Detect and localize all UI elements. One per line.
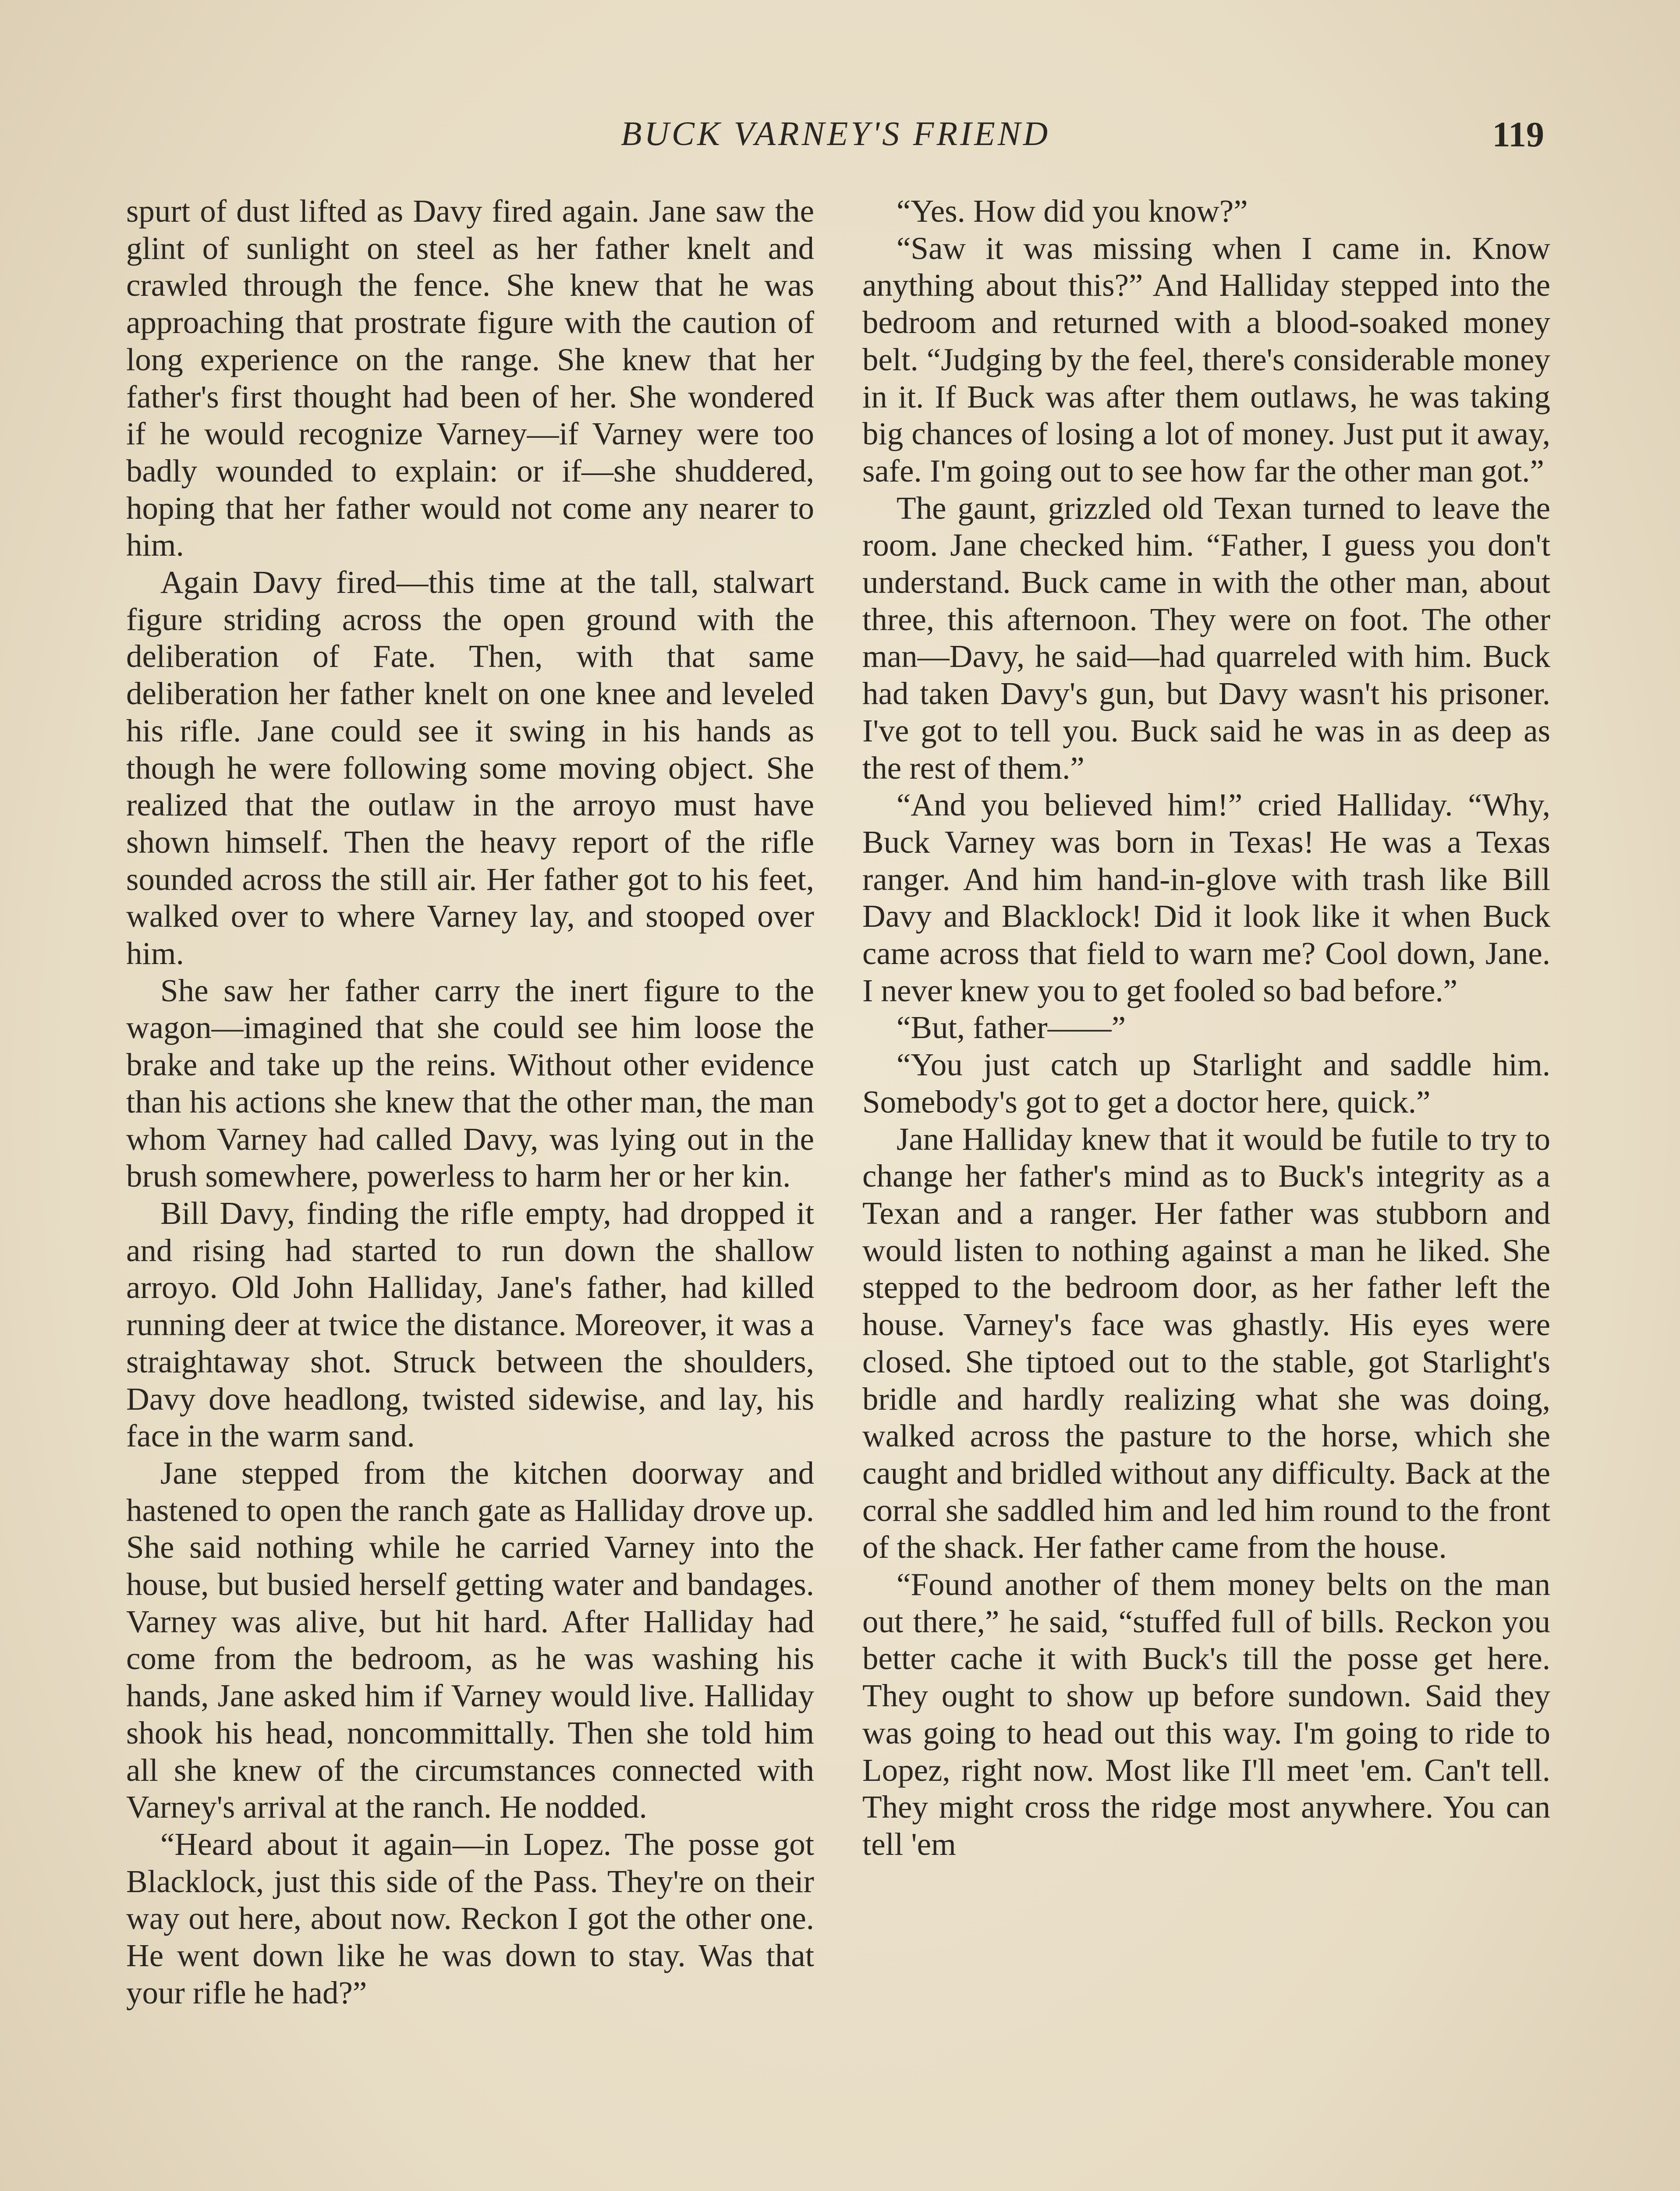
left-column — [126, 193, 814, 2191]
page-header — [127, 114, 1544, 167]
running-title: BUCK VARNEY'S FRIEND — [620, 114, 1051, 152]
paragraph: “You just catch up Starlight and saddle him. Somebody's got to get a doctor here, quick.” — [862, 1047, 1550, 1120]
paragraph: She saw her father carry the inert figure to the wagon—imagined that she could see him loose the brake and take up the reins. Without other evidence than his actions she knew that the other man, the man whom Varney had called Davy, was lying out in the brush somewhere, powerless to harm her or her kin. — [126, 972, 814, 1194]
paragraph: spurt of dust lifted as Davy fired again. Jane saw the glint of sunlight on steel as her father knelt and crawled through the fence. She knew that he was approaching that prostrate figure with the caution of long experience on the range. She knew that her father's first thought had been of her. She wondered if he would recognize Varney—if Varney were too badly wounded to explain: or if—she shuddered, hoping that her father would not come any nearer to him. — [126, 193, 814, 563]
paragraph: Jane Halliday knew that it would be futile to try to change her father's mind as to Buck's integrity as a Texan and a ranger. Her father was stubborn and would listen to nothing against a man he liked. She stepped to the bedroom door, as her father left the house. Varney's face was ghastly. His eyes were closed. She tiptoed out to the stable, got Starlight's bridle and hardly realizing what she was doing, walked across the pasture to the horse, which she caught and bridled without any difficulty. Back at the corral she saddled him and led him round to the front of the shack. Her father came from the house. — [862, 1121, 1550, 1565]
paragraph: Bill Davy, finding the rifle empty, had dropped it and rising had started to run down the shallow arroyo. Old John Halliday, Jane's father, had killed running deer at twice the distance. Moreover, it was a straightaway shot. Struck between the shoulders, Davy dove headlong, twisted sidewise, and lay, his face in the warm sand. — [126, 1195, 814, 1454]
paragraph: “Yes. How did you know?” — [897, 193, 1248, 229]
paragraph: Again Davy fired—this time at the tall, stalwart figure striding across the open ground with the deliberation of Fate. Then, with that same deliberation her father knelt on one knee and leveled his rifle. Jane could see it swing in his hands as though he were following some moving object. She realized that the outlaw in the arroyo must have shown himself. Then the heavy report of the rifle sounded across the still air. Her father got to his feet, walked over to where Varney lay, and stooped over him. — [126, 564, 814, 971]
paragraph: “Saw it was missing when I came in. Know anything about this?” And Halliday stepped into the bedroom and returned with a blood-soaked money belt. “Judging by the feel, there's considerable money in it. If Buck was after them outlaws, he was taking big chances of losing a lot of money. Just put it away, safe. I'm going out to see how far the other man got.” — [862, 230, 1550, 489]
paragraph: “And you believed him!” cried Halliday. “Why, Buck Varney was born in Texas! He was a Texas ranger. And him hand-in-glove with trash like Bill Davy and Blacklock! Did it look like it when Buck came across that field to warn me? Cool down, Jane. I never knew you to get fooled so bad before.” — [862, 787, 1550, 1008]
right-column — [862, 193, 1550, 2191]
paragraph: The gaunt, grizzled old Texan turned to leave the room. Jane checked him. “Father, I guess you don't understand. Buck came in with the other man, about three, this afternoon. They were on foot. The other man—Davy, he said—had quarreled with him. Buck had taken Davy's gun, but Davy wasn't his prisoner. I've got to tell you. Buck said he was in as deep as the rest of them.” — [862, 490, 1550, 786]
paragraph: Jane stepped from the kitchen doorway and hastened to open the ranch gate as Halliday drove up. She said nothing while he carried Varney into the house, but busied herself getting water and bandages. Varney was alive, but hit hard. After Halliday had come from the bedroom, as he was washing his hands, Jane asked him if Varney would live. Halliday shook his head, noncommittally. Then she told him all she knew of the circumstances connected with Varney's arrival at the ranch. He nodded. — [126, 1455, 814, 1825]
text-columns — [126, 193, 1550, 2191]
paragraph: “But, father——” — [897, 1010, 1126, 1046]
page-number: 119 — [1492, 114, 1544, 154]
paragraph: “Found another of them money belts on the man out there,” he said, “stuffed full of bills. Reckon you better cache it with Buck's till the posse get here. They ought to show up before sundown. Said they was going to head out this way. I'm going to ride to Lopez, right now. Most like I'll meet 'em. Can't tell. They might cross the ridge most anywhere. You can tell 'em — [862, 1567, 1550, 1862]
paragraph: “Heard about it again—in Lopez. The posse got Blacklock, just this side of the Pass. They're on their way out here, about now. Reckon I got the other one. He went down like he was down to stay. Was that your rifle he had?” — [126, 1826, 814, 2010]
